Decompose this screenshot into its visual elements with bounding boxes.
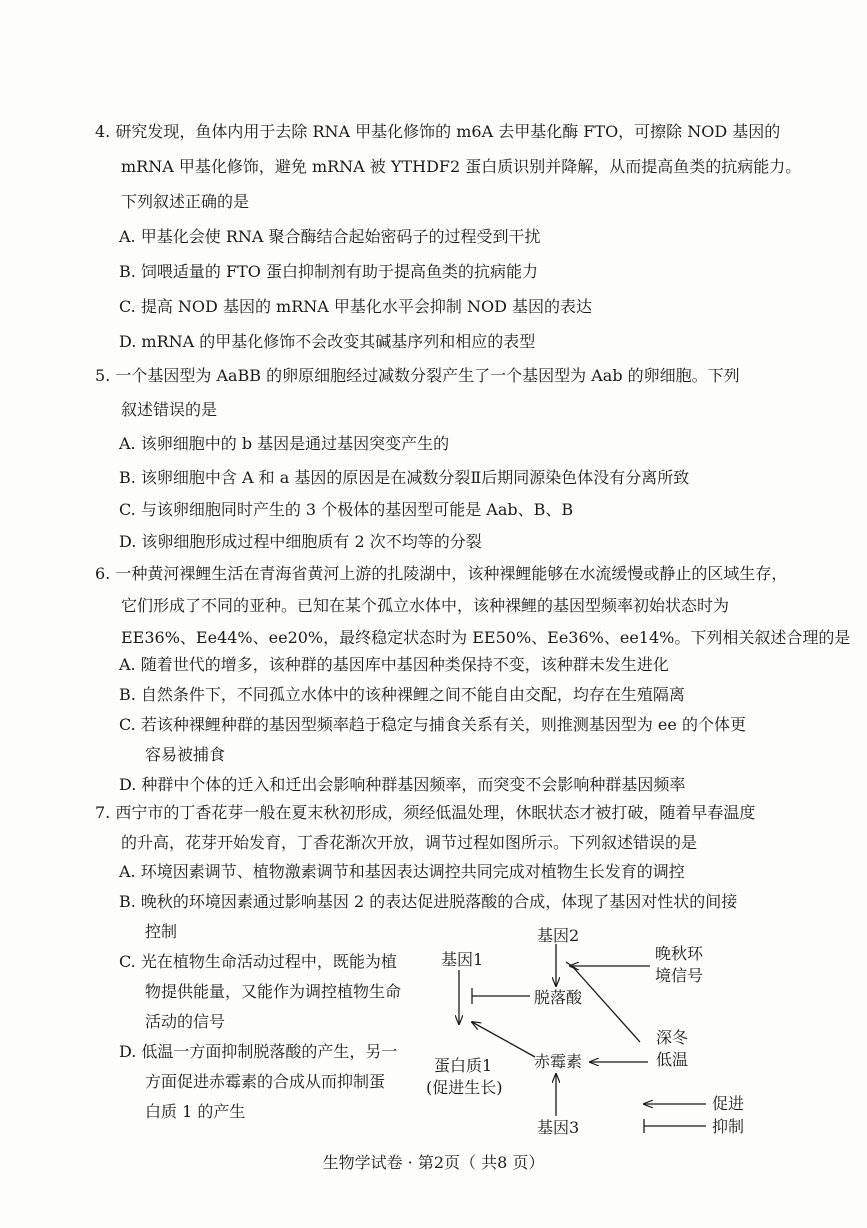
diagram-aba: 脱落酸 — [534, 988, 583, 1007]
q7-option-b-line-1: B. 晚秋的环境因素通过影响基因 2 的表达促进脱落酸的合成，体现了基因对性状的间接 — [119, 892, 738, 911]
page-footer: 生物学试卷 · 第2页（ 共8 页） — [322, 1153, 545, 1172]
q6-stem-line-3: EE36%、Ee44%、ee20%，最终稳定状态时为 EE50%、Ee36%、ee14%。下列相关叙述合理的是 — [121, 628, 851, 647]
q6-stem-line-1: 6. 一种黄河裸鲤生活在青海省黄河上游的扎陵湖中，该种裸鲤能够在水流缓慢或静止的区域生存， — [95, 564, 788, 583]
inhibit-winter-to-aba-bar — [566, 962, 578, 970]
q4-option-b: B. 饲喂适量的 FTO 蛋白抑制剂有助于提高鱼类的抗病能力 — [119, 262, 538, 281]
diagram-ga: 赤霉素 — [534, 1052, 583, 1071]
q4-stem-line-2: mRNA 甲基化修饰，避免 mRNA 被 YTHDF2 蛋白质识别并降解，从而提高鱼类的抗病能力。 — [121, 157, 802, 176]
diagram-legend-inhibit: 抑制 — [712, 1117, 745, 1136]
diagram-gene1: 基因1 — [441, 950, 484, 969]
q7-option-d-line-1: D. 低温一方面抑制脱落酸的产生，另一 — [119, 1042, 398, 1061]
q4-option-d: D. mRNA 的甲基化修饰不会改变其碱基序列和相应的表型 — [119, 332, 536, 351]
diagram-late-autumn-2: 境信号 — [655, 966, 704, 985]
q6-option-d: D. 种群中个体的迁入和迁出会影响种群基因频率，而突变不会影响种群基因频率 — [119, 775, 686, 794]
q7-stem-line-2: 的升高，花芽开始发育，丁香花渐次开放，调节过程如图所示。下列叙述错误的是 — [121, 833, 698, 852]
diagram-protein1: 蛋白质1 — [434, 1056, 493, 1075]
q7-option-c-line-1: C. 光在植物生命活动过程中，既能为植 — [119, 952, 397, 971]
q4-stem-line-3: 下列叙述正确的是 — [121, 192, 250, 211]
q7-option-c-line-3: 活动的信号 — [145, 1012, 226, 1031]
q6-option-c-line-2: 容易被捕食 — [145, 745, 226, 764]
diagram-late-autumn-1: 晚秋环 — [655, 944, 704, 963]
q6-option-a: A. 随着世代的增多，该种群的基因库中基因种类保持不变，该种群未发生进化 — [119, 655, 669, 674]
q7-option-d-line-3: 白质 1 的产生 — [145, 1102, 246, 1121]
q5-option-b: B. 该卵细胞中含 A 和 a 基因的原因是在减数分裂Ⅱ后期同源染色体没有分离所致 — [119, 468, 690, 487]
inhibit-winter-to-aba — [572, 966, 640, 1042]
q5-option-d: D. 该卵细胞形成过程中细胞质有 2 次不均等的分裂 — [119, 532, 482, 551]
q4-stem-line-1: 4. 研究发现，鱼体内用于去除 RNA 甲基化修饰的 m6A 去甲基化酶 FTO，可擦除 NOD 基因的 — [95, 122, 781, 141]
q7-stem-line-1: 7. 西宁市的丁香花芽一般在夏末秋初形成，须经低温处理，休眠状态才被打破，随着早春温度 — [95, 803, 756, 822]
q5-stem-line-1: 5. 一个基因型为 AaBB 的卵原细胞经过减数分裂产生了一个基因型为 Aab 的卵细胞。下列 — [95, 366, 740, 385]
q6-stem-line-2: 它们形成了不同的亚种。已知在某个孤立水体中，该种裸鲤的基因型频率初始状态时为 — [121, 596, 730, 615]
diagram-gene3: 基因3 — [537, 1118, 580, 1137]
diagram-gene2: 基因2 — [537, 926, 580, 945]
arrow-ga-to-gene1 — [472, 1022, 535, 1057]
q4-option-c: C. 提高 NOD 基因的 mRNA 甲基化水平会抑制 NOD 基因的表达 — [119, 297, 593, 316]
q4-option-a: A. 甲基化会使 RNA 聚合酶结合起始密码子的过程受到干扰 — [119, 227, 541, 246]
q5-option-c: C. 与该卵细胞同时产生的 3 个极体的基因型可能是 Aab、B、B — [119, 500, 574, 519]
q7-option-a: A. 环境因素调节、植物激素调节和基因表达调控共同完成对植物生长发育的调控 — [119, 862, 685, 881]
q6-option-b: B. 自然条件下，不同孤立水体中的该种裸鲤之间不能自由交配，均存在生殖隔离 — [119, 685, 685, 704]
q5-option-a: A. 该卵细胞中的 b 基因是通过基因突变产生的 — [119, 434, 450, 453]
diagram-legend-promote: 促进 — [712, 1094, 745, 1113]
q7-option-b-line-2: 控制 — [145, 922, 178, 941]
q7-option-c-line-2: 物提供能量，又能作为调控植物生命 — [145, 982, 402, 1001]
q6-option-c-line-1: C. 若该种裸鲤种群的基因型频率趋于稳定与捕食关系有关，则推测基因型为 ee 的个体更 — [119, 715, 746, 734]
diagram-protein1-note: (促进生长) — [426, 1078, 503, 1097]
diagram-deep-winter-2: 低温 — [656, 1050, 689, 1069]
q5-stem-line-2: 叙述错误的是 — [121, 400, 218, 419]
q7-option-d-line-2: 方面促进赤霉素的合成从而抑制蛋 — [145, 1072, 386, 1091]
diagram-deep-winter-1: 深冬 — [656, 1028, 689, 1047]
